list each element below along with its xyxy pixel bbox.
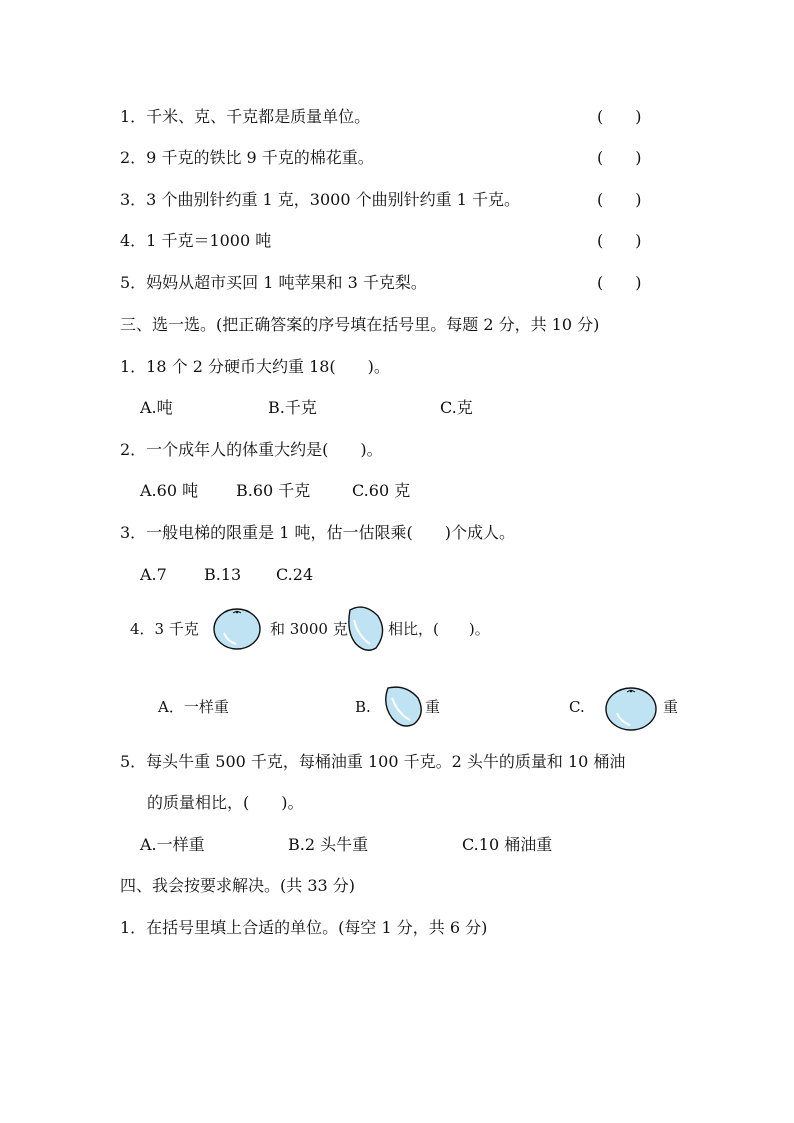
orange-icon [212,607,262,651]
orange-icon [604,686,658,732]
question-3-4-prefix: 4．3 千克 [130,620,199,638]
option-3-1-b[interactable]: B.千克 [268,398,317,417]
option-3-2-a[interactable]: A.60 吨 [140,481,199,500]
option-3-4-c-label[interactable]: C. [569,698,585,716]
question-3-3: 3．一般电梯的限重是 1 吨，估一估限乘( )个成人。 [120,523,516,542]
option-3-4-b-suffix: 重 [425,698,441,716]
judge-item-4: 4．1 千克＝1000 吨 [120,231,272,250]
question-3-4-suffix: 相比，( )。 [388,620,490,638]
option-3-2-b[interactable]: B.60 千克 [236,481,311,500]
answer-paren-5[interactable]: ( ) [597,273,642,292]
question-3-4-middle: 和 3000 克 [270,620,348,638]
question-3-1: 1．18 个 2 分硬币大约重 18( )。 [120,357,390,376]
question-4-1: 1．在括号里填上合适的单位。(每空 1 分，共 6 分) [120,918,488,937]
option-3-5-a[interactable]: A.一样重 [140,835,205,854]
question-3-5-line1: 5．每头牛重 500 千克，每桶油重 100 千克。2 头牛的质量和 10 桶油 [120,752,626,771]
option-3-4-b-label[interactable]: B. [355,698,371,716]
answer-paren-2[interactable]: ( ) [597,148,642,167]
question-3-5-line2: 的质量相比，( )。 [147,793,304,812]
answer-paren-4[interactable]: ( ) [597,231,642,250]
mango-icon [380,684,426,728]
section-3-heading: 三、选一选。(把正确答案的序号填在括号里。每题 2 分，共 10 分) [120,315,600,334]
option-3-4-c-suffix: 重 [663,698,679,716]
option-3-3-a[interactable]: A.7 [140,565,167,584]
judge-item-5: 5．妈妈从超市买回 1 吨苹果和 3 千克梨。 [120,273,427,292]
option-3-5-b[interactable]: B.2 头牛重 [288,835,369,854]
answer-paren-1[interactable]: ( ) [597,107,642,126]
judge-item-2: 2．9 千克的铁比 9 千克的棉花重。 [120,148,374,167]
answer-paren-3[interactable]: ( ) [597,190,642,209]
question-3-2: 2．一个成年人的体重大约是( )。 [120,440,383,459]
option-3-5-c[interactable]: C.10 桶油重 [462,835,553,854]
section-4-heading: 四、我会按要求解决。(共 33 分) [120,876,356,895]
mango-icon [342,604,386,654]
option-3-2-c[interactable]: C.60 克 [352,481,411,500]
judge-item-3: 3．3 个曲别针约重 1 克，3000 个曲别针约重 1 千克。 [120,190,520,209]
judge-item-1: 1．千米、克、千克都是质量单位。 [120,107,371,126]
option-3-1-a[interactable]: A.吨 [140,398,173,417]
option-3-3-c[interactable]: C.24 [276,565,314,584]
option-3-4-a[interactable]: A．一样重 [158,698,229,716]
option-3-1-c[interactable]: C.克 [440,398,473,417]
option-3-3-b[interactable]: B.13 [204,565,242,584]
